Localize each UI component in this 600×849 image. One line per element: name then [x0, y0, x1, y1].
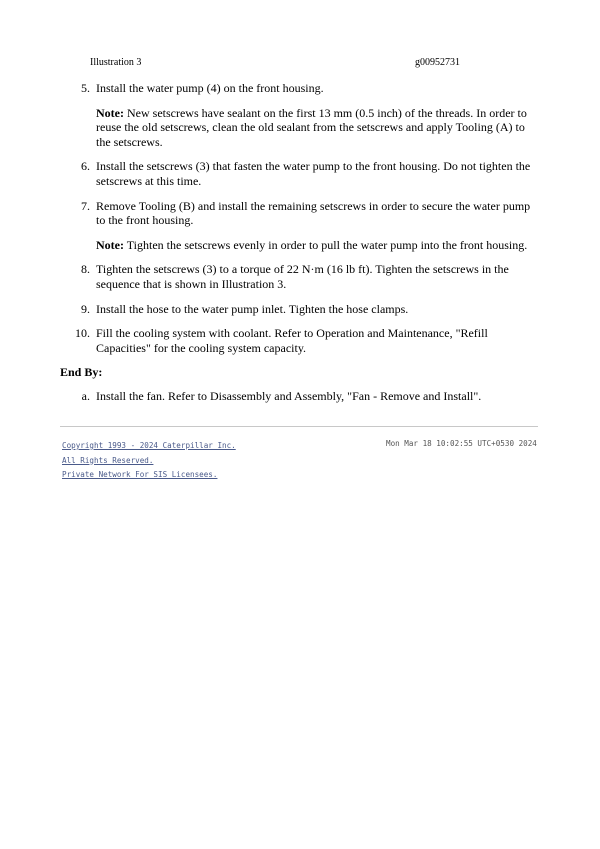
- step-number: 7.: [81, 198, 90, 213]
- footer-links: [62, 439, 236, 483]
- step-text: Remove Tooling (B) and install the remaining setscrews in order to secure the water pump to the front housing.: [96, 198, 531, 228]
- end-by-item: [60, 389, 535, 404]
- rights-link[interactable]: All Rights Reserved.: [62, 455, 154, 465]
- step-number: 9.: [81, 301, 90, 316]
- procedure-steps: [60, 81, 535, 404]
- end-by-item-letter: a.: [81, 388, 90, 403]
- step-note: [96, 106, 535, 150]
- step-text: Install the hose to the water pump inlet. Tighten the hose clamps.: [96, 301, 409, 316]
- step-number: 8.: [81, 262, 90, 277]
- step-note: [96, 238, 535, 253]
- step-number: 6.: [81, 159, 90, 174]
- note-text: New setscrews have sealant on the first 13 mm (0.5 inch) of the threads. In order to reuse the old setscrews, clean the old sealant from the setscrews and apply Tooling (A) to the setscrews.: [96, 105, 527, 149]
- step-6: [60, 159, 535, 188]
- footer-timestamp: Mon Mar 18 10:02:55 UTC+0530 2024: [386, 439, 537, 448]
- step-text: Fill the cooling system with coolant. Refer to Operation and Maintenance, "Refill Capacities" for the cooling system capacity.: [96, 326, 488, 355]
- step-text: Install the water pump (4) on the front housing.: [96, 81, 324, 95]
- step-number: 5.: [81, 81, 90, 95]
- note-text: Tighten the setscrews evenly in order to pull the water pump into the front housing.: [123, 237, 528, 252]
- network-link[interactable]: Private Network For SIS Licensees.: [62, 470, 218, 479]
- step-text: Tighten the setscrews (3) to a torque of 22 N·m (16 lb ft). Tighten the setscrews in the sequence that is shown in Illustration 3.: [96, 262, 509, 291]
- step-7: [60, 199, 535, 253]
- end-by-heading: End By:: [60, 365, 103, 380]
- copyright-link[interactable]: Copyright 1993 - 2024 Caterpillar Inc.: [62, 441, 236, 450]
- footer-divider: [60, 426, 538, 427]
- step-10: [60, 326, 535, 355]
- end-by-item-text: Install the fan. Refer to Disassembly and Assembly, "Fan - Remove and Install".: [96, 388, 482, 403]
- step-number: 10.: [75, 326, 90, 341]
- illustration-code: g00952731: [415, 57, 460, 68]
- note-label: Note:: [96, 237, 124, 252]
- step-text: Install the setscrews (3) that fasten the water pump to the front housing. Do not tighten the setscrews at this time.: [96, 159, 531, 188]
- illustration-label: Illustration 3: [90, 57, 142, 68]
- step-5: [60, 81, 535, 149]
- note-label: Note:: [96, 105, 124, 120]
- illustration-caption: [90, 57, 460, 68]
- step-8: [60, 262, 535, 291]
- step-9: [60, 302, 535, 317]
